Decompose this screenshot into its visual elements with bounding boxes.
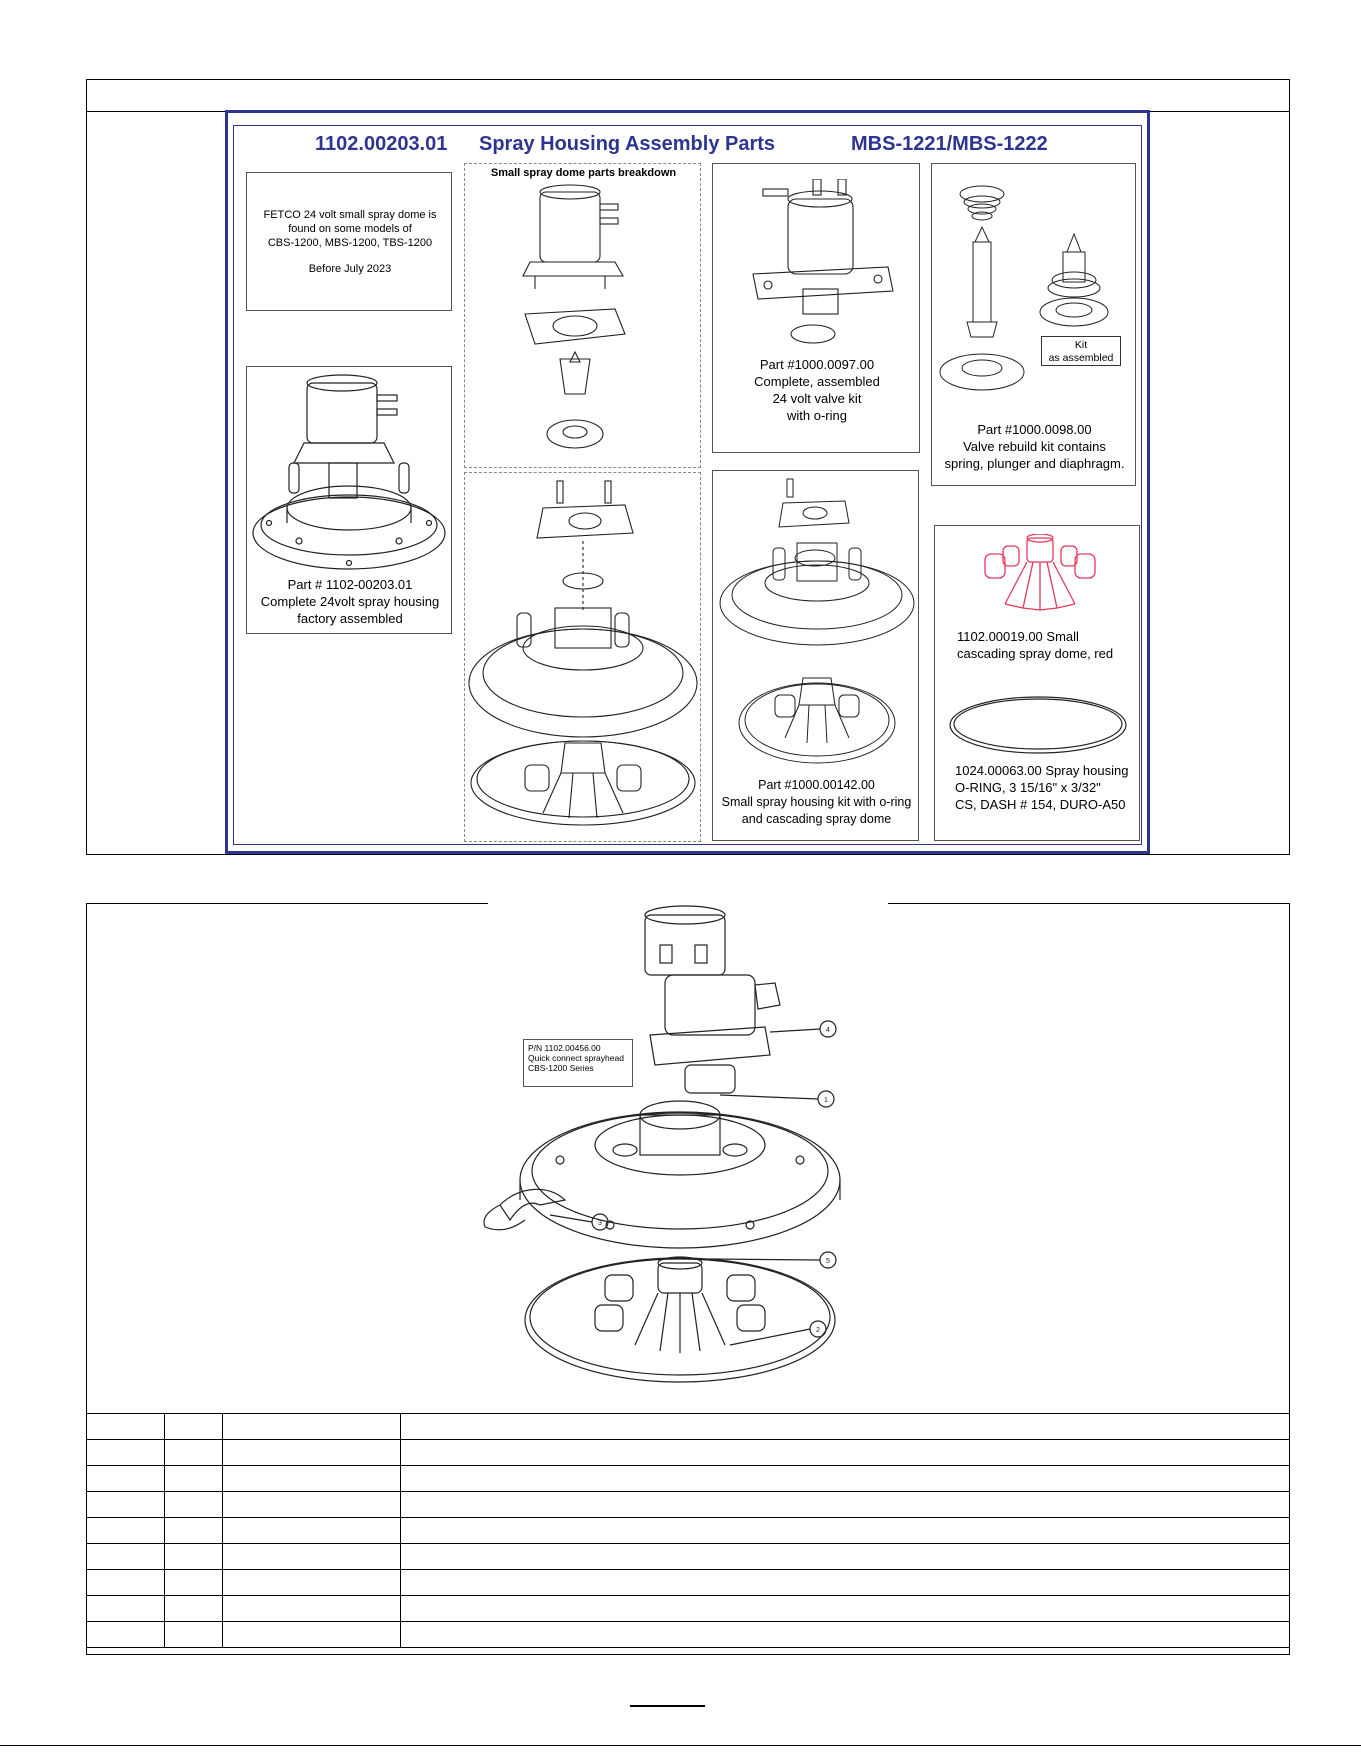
kit-as-assembled-label (1041, 336, 1121, 366)
table-cell (223, 1466, 401, 1492)
table-cell (223, 1622, 401, 1648)
small-kit-caption-line-1: Part #1000.00142.00 (758, 778, 875, 792)
table-row (87, 1596, 1290, 1622)
table-cell (165, 1518, 223, 1544)
table-cell (87, 1414, 165, 1440)
housing-caption-line-1: Part # 1102-00203.01 (287, 577, 413, 592)
callout-line-2: Quick connect sprayhead (528, 1053, 624, 1063)
valve-caption-line-3: 24 volt valve kit (772, 391, 862, 406)
oring-caption-line-1: 1024.00063.00 Spray housing (955, 763, 1129, 778)
oring-caption-line-2: O-RING, 3 15/16" x 3/32" (955, 780, 1101, 795)
rebuild-kit-panel (931, 163, 1136, 486)
valve-caption-line-2: Complete, assembled (754, 374, 880, 389)
dome-oring-panel (934, 525, 1140, 841)
housing-panel (246, 366, 452, 634)
housing-caption-line-3: factory assembled (297, 611, 403, 626)
notice-line-2: found on some models of (288, 223, 412, 235)
table-cell (223, 1544, 401, 1570)
table-row (87, 1414, 1290, 1440)
valve-caption-line-4: with o-ring (787, 408, 847, 423)
poster-part-number: 1102.00203.01 (315, 133, 448, 155)
notice-panel (246, 172, 452, 311)
breakdown-panel-upper (464, 163, 701, 468)
breakdown-title: Small spray dome parts breakdown (490, 167, 677, 179)
page-bottom-rule (0, 1745, 1361, 1746)
valve-kit-panel (712, 163, 920, 453)
rebuild-caption-line-1: Part #1000.0098.00 (977, 422, 1092, 437)
table-cell (401, 1622, 1290, 1648)
spray-housing-drawing (249, 373, 449, 578)
notice-line-1: FETCO 24 volt small spray dome is (263, 209, 437, 221)
table-row (87, 1570, 1290, 1596)
table-cell (165, 1596, 223, 1622)
table-cell (165, 1492, 223, 1518)
parts-list-table (86, 1413, 1290, 1648)
kit-label-line-2: as assembled (1048, 352, 1114, 364)
red-spray-dome-drawing (975, 534, 1105, 614)
balloon-4: 4 (826, 1027, 830, 1034)
notice-line-4: Before July 2023 (308, 263, 392, 275)
table-cell (223, 1414, 401, 1440)
table-row (87, 1492, 1290, 1518)
table-cell (401, 1440, 1290, 1466)
small-kit-drawing (715, 473, 918, 768)
table-cell (87, 1466, 165, 1492)
small-kit-caption-line-2: Small spray housing kit with o-ring (721, 795, 912, 809)
rebuild-caption-line-2: Valve rebuild kit contains (963, 439, 1106, 454)
table-cell (87, 1570, 165, 1596)
table-row (87, 1622, 1290, 1648)
balloon-5: 5 (826, 1258, 830, 1265)
poster-models: MBS-1221/MBS-1222 (851, 133, 1048, 155)
table-cell (401, 1492, 1290, 1518)
table-cell (401, 1414, 1290, 1440)
table-cell (401, 1570, 1290, 1596)
table-cell (223, 1440, 401, 1466)
kit-label-line-1: Kit (1074, 339, 1088, 351)
balloon-1: 1 (824, 1097, 828, 1104)
exploded-assembly-drawing (470, 905, 890, 1405)
table-row (87, 1544, 1290, 1570)
poster-title: Spray Housing Assembly Parts (479, 133, 776, 155)
table-cell (87, 1492, 165, 1518)
table-cell (87, 1622, 165, 1648)
table-cell (87, 1518, 165, 1544)
oring-caption-line-3: CS, DASH # 154, DURO-A50 (955, 797, 1126, 812)
table-cell (87, 1440, 165, 1466)
table-cell (87, 1544, 165, 1570)
balloon-2: 2 (816, 1327, 820, 1334)
notice-line-3: CBS-1200, MBS-1200, TBS-1200 (267, 237, 433, 249)
table-cell (401, 1466, 1290, 1492)
dome-caption-line-2: cascading spray dome, red (957, 646, 1114, 661)
table-row (87, 1466, 1290, 1492)
rebuild-caption-line-3: spring, plunger and diaphragm. (944, 456, 1125, 471)
valve-caption-line-1: Part #1000.0097.00 (759, 357, 875, 372)
table-cell (165, 1466, 223, 1492)
breakdown-panel-lower (464, 472, 701, 842)
page-number-rule (630, 1705, 705, 1707)
spray-housing-o-ring-drawing (947, 693, 1129, 757)
small-kit-panel (712, 470, 919, 841)
table-cell (165, 1570, 223, 1596)
breakdown-exploded-drawing (505, 184, 665, 464)
table-cell (223, 1492, 401, 1518)
table-cell (401, 1596, 1290, 1622)
table-row (87, 1440, 1290, 1466)
table-cell (165, 1440, 223, 1466)
housing-caption-line-2: Complete 24volt spray housing (260, 594, 440, 609)
valve-kit-drawing (743, 179, 903, 349)
table-cell (401, 1518, 1290, 1544)
dome-caption-line-1: 1102.00019.00 Small (957, 629, 1079, 644)
table-cell (223, 1570, 401, 1596)
callout-line-3: CBS-1200 Series (528, 1063, 594, 1073)
table-cell (223, 1518, 401, 1544)
small-kit-caption-line-3: and cascading spray dome (741, 812, 892, 826)
table-cell (165, 1544, 223, 1570)
table-cell (165, 1622, 223, 1648)
part-number-callout (523, 1039, 633, 1087)
table-cell (401, 1544, 1290, 1570)
table-cell (223, 1596, 401, 1622)
table-cell (87, 1596, 165, 1622)
callout-line-1: P/N 1102.00456.00 (528, 1043, 601, 1053)
table-row (87, 1518, 1290, 1544)
balloon-3: 3 (598, 1220, 602, 1227)
breakdown-housing-drawing (465, 473, 702, 843)
table-cell (165, 1414, 223, 1440)
